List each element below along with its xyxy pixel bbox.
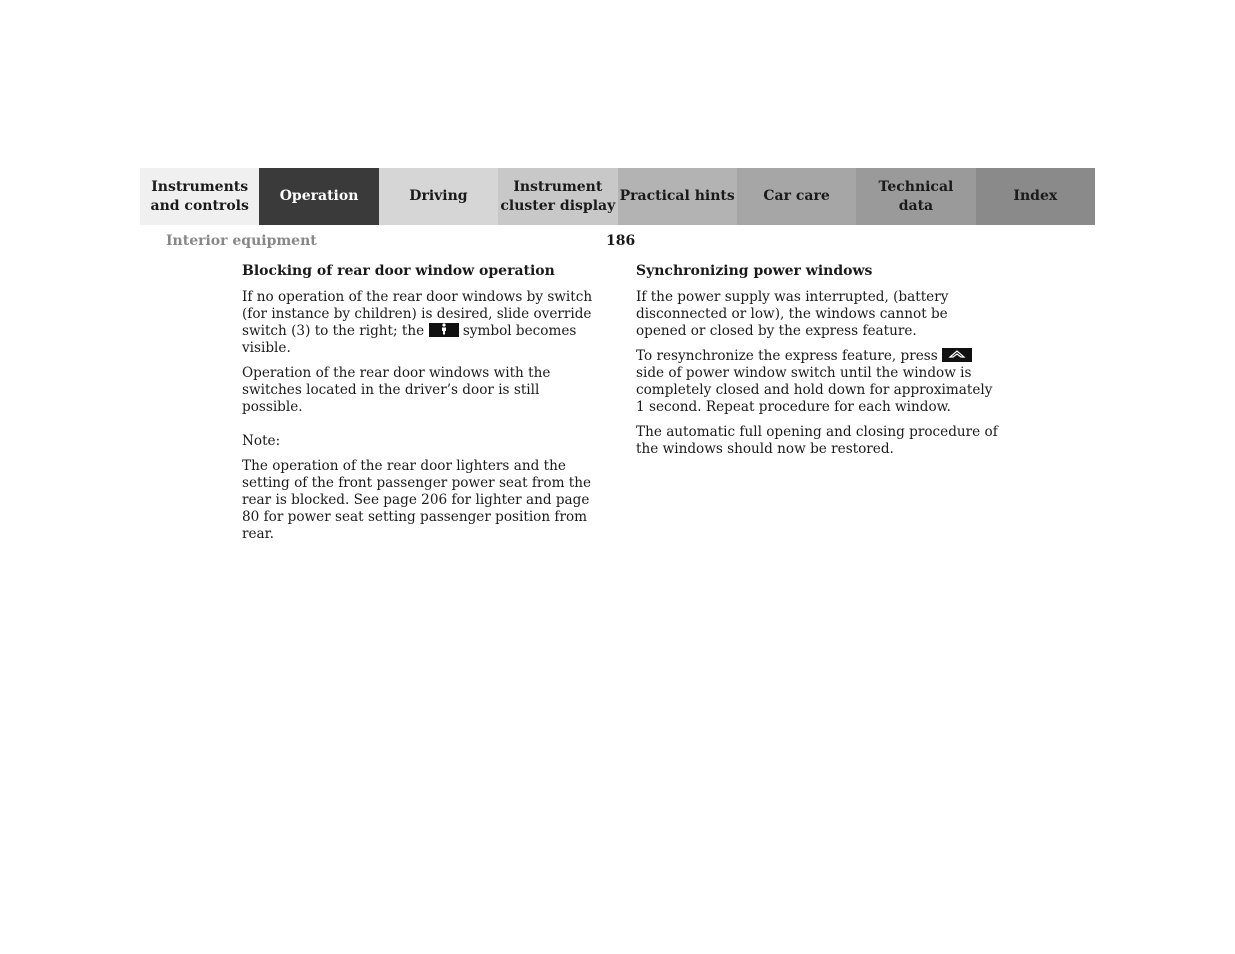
note-text: The operation of the rear door lighters and the setting of the front passenger power seat from the rear is blocked. See page 206 for lighter and page 80 for power seat setting passenger position from rear. — [242, 458, 592, 542]
power-supply-paragraph: If the power supply was interrupted, (battery disconnected or low), the windows cannot be opened or closed by the express feature. — [636, 289, 949, 339]
driver-door-paragraph: Operation of the rear door windows with the switches located in the driver’s door is still possible. — [242, 365, 551, 415]
tab-instruments-and-controls[interactable]: Instruments and controls — [140, 168, 259, 225]
page-number: 186 — [606, 233, 636, 249]
resync-text-start: To resynchronize the express feature, press — [636, 348, 943, 364]
tab-car-care[interactable]: Car care — [737, 168, 856, 225]
left-column — [242, 262, 604, 551]
tab-instrument-cluster-display[interactable]: Instrument cluster display — [498, 168, 617, 225]
right-column — [636, 262, 998, 466]
restored-paragraph: The automatic full opening and closing procedure of the windows should now be restored. — [636, 424, 998, 457]
section-title: Interior equipment — [166, 233, 317, 249]
chapter-navigation — [140, 168, 1095, 225]
synchronizing-heading: Synchronizing power windows — [636, 263, 873, 279]
blocking-text-start: If no operation of the rear door windows by switch (for instance by children) is desired, slide override switch (3) to the right; the — [242, 289, 593, 339]
tab-technical-data[interactable]: Technical data — [856, 168, 975, 225]
blocking-paragraph — [242, 289, 604, 357]
tab-practical-hints[interactable]: Practical hints — [618, 168, 737, 225]
resync-text-end: side of power window switch until the window is completely closed and hold down for approximately 1 second. Repeat procedure for each window. — [636, 365, 993, 415]
resynchronize-paragraph — [636, 348, 998, 416]
tab-operation[interactable]: Operation — [259, 168, 378, 225]
child-safety-icon — [429, 323, 459, 337]
note-label: Note: — [242, 433, 281, 449]
tab-index[interactable]: Index — [976, 168, 1095, 225]
tab-driving[interactable]: Driving — [379, 168, 498, 225]
blocking-heading: Blocking of rear door window operation — [242, 263, 555, 279]
window-up-icon — [942, 348, 972, 362]
blocking-text-end: symbol becomes visible. — [242, 323, 577, 356]
